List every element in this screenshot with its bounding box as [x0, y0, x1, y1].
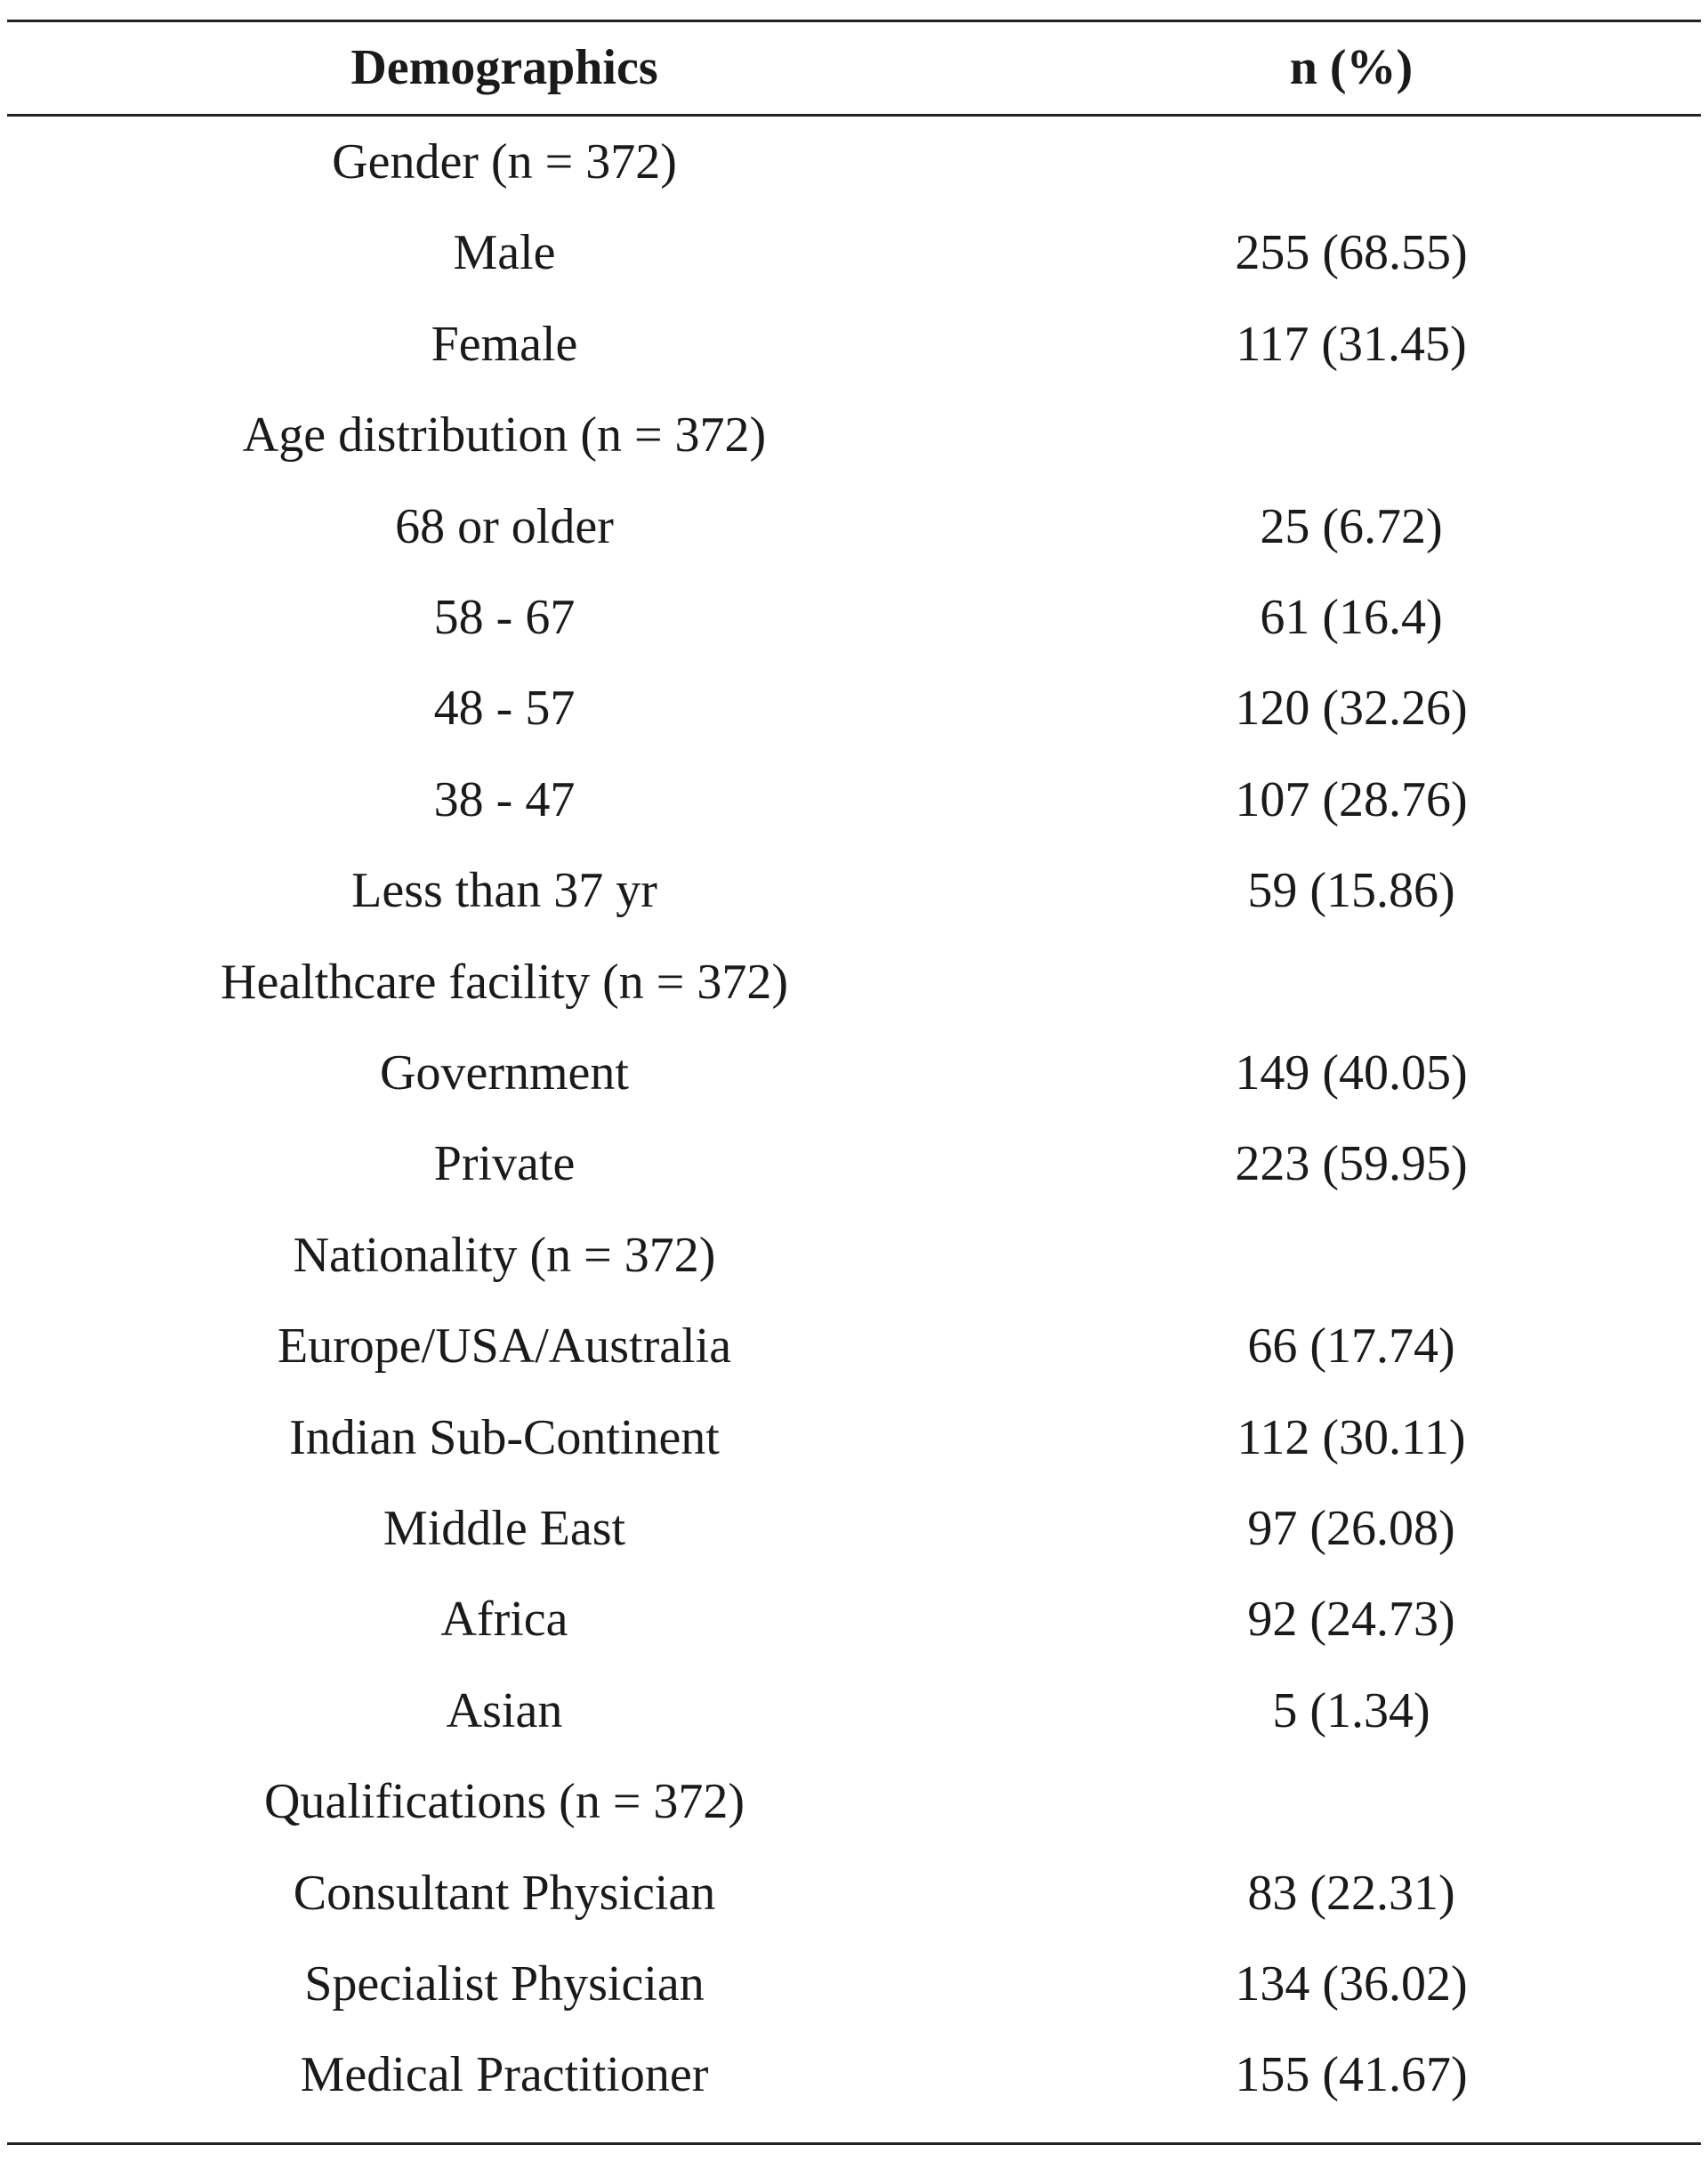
row-label: Less than 37 yr: [351, 863, 657, 918]
table-row: [7, 207, 1701, 298]
row-value: 134 (36.02): [1235, 1956, 1468, 2012]
row-value: 92 (24.73): [1247, 1592, 1455, 1647]
row-label: Female: [431, 317, 578, 372]
table-row: [7, 481, 1701, 572]
row-value: 5 (1.34): [1272, 1683, 1430, 1738]
table-row: [7, 572, 1701, 663]
row-value: [1002, 937, 1701, 1028]
table-row: [7, 1848, 1701, 1939]
table-row: [7, 1392, 1701, 1483]
row-value: 149 (40.05): [1235, 1045, 1468, 1101]
table-row: [7, 1756, 1701, 1847]
row-value: [1002, 117, 1701, 207]
row-label: Government: [380, 1045, 629, 1101]
table-row: [7, 663, 1701, 754]
row-label: 68 or older: [395, 499, 614, 554]
row-label: Healthcare facility (n = 372): [221, 955, 788, 1010]
row-label: Qualifications (n = 372): [263, 1774, 745, 1829]
row-value: 155 (41.67): [1235, 2047, 1468, 2102]
table-row: [7, 299, 1701, 390]
row-value: 255 (68.55): [1235, 225, 1468, 280]
row-value: 117 (31.45): [1236, 317, 1467, 372]
table-row: [7, 937, 1701, 1028]
row-value: 66 (17.74): [1247, 1318, 1455, 1374]
row-value: 83 (22.31): [1247, 1866, 1455, 1921]
table-bottom-rule: [7, 2142, 1701, 2145]
row-label: 38 - 47: [433, 772, 576, 827]
table-row: [7, 1118, 1701, 1209]
header-demographics: Demographics: [350, 40, 658, 95]
table-row: [7, 845, 1701, 936]
table-row: [7, 754, 1701, 845]
row-label: Specialist Physician: [304, 1956, 705, 2012]
row-label: Middle East: [383, 1501, 626, 1556]
row-value: [1002, 1210, 1701, 1301]
table-row: [7, 1028, 1701, 1118]
table-row: [7, 117, 1701, 207]
row-value: 25 (6.72): [1260, 499, 1443, 554]
row-label: Gender (n = 372): [332, 134, 677, 189]
table-row: [7, 1574, 1701, 1665]
row-label: 48 - 57: [433, 681, 576, 736]
table-row: [7, 1939, 1701, 2029]
header-n-percent: n (%): [1289, 40, 1414, 95]
row-value: 223 (59.95): [1235, 1136, 1468, 1191]
table-row: [7, 1210, 1701, 1301]
row-value: [1002, 390, 1701, 480]
row-label: Private: [433, 1136, 576, 1191]
table-row: [7, 390, 1701, 480]
table-row: [7, 2029, 1701, 2120]
row-value: 59 (15.86): [1247, 863, 1455, 918]
row-label: Asian: [446, 1683, 563, 1738]
row-label: Medical Practitioner: [300, 2047, 709, 2102]
row-label: Africa: [440, 1592, 568, 1647]
row-label: Indian Sub-Continent: [289, 1410, 720, 1465]
row-value: 112 (30.11): [1237, 1410, 1466, 1465]
row-label: Age distribution (n = 372): [242, 407, 767, 463]
row-label: 58 - 67: [433, 590, 576, 645]
table-row: [7, 1665, 1701, 1756]
row-value: 97 (26.08): [1247, 1501, 1455, 1556]
row-value: 61 (16.4): [1260, 590, 1443, 645]
table-header: [7, 22, 1701, 114]
row-label: Nationality (n = 372): [293, 1228, 716, 1283]
row-label: Consultant Physician: [293, 1866, 716, 1921]
row-label: Male: [453, 225, 556, 280]
row-value: [1002, 1756, 1701, 1847]
table-row: [7, 1483, 1701, 1574]
table-row: [7, 1301, 1701, 1391]
row-value: 120 (32.26): [1235, 681, 1468, 736]
row-value: 107 (28.76): [1235, 772, 1468, 827]
row-label: Europe/USA/Australia: [277, 1318, 732, 1374]
